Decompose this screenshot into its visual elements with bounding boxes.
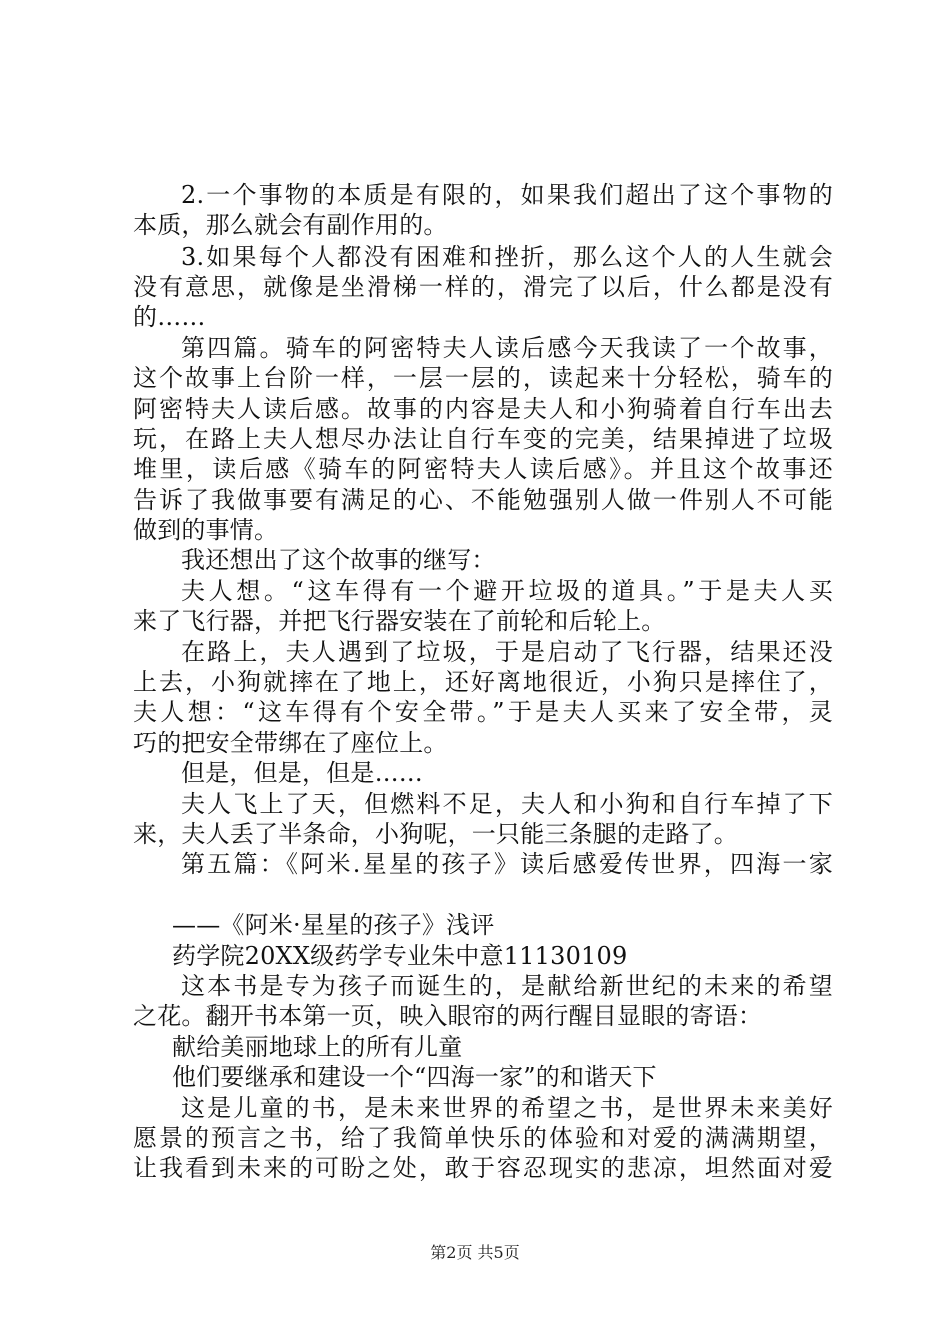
text-line: 这本书是专为孩子而诞生的，是献给新世纪的未来的希望 xyxy=(181,972,833,1000)
text-line: 夫人飞上了天，但燃料不足，夫人和小狗和自行车掉了下 xyxy=(181,790,833,818)
text-line: ——《阿米·星星的孩子》浅评 xyxy=(172,911,495,939)
text-line: 做到的事情。 xyxy=(133,516,279,544)
text-line: 阿密特夫人读后感。故事的内容是夫人和小狗骑着自行车出去 xyxy=(133,395,833,423)
text-line: 玩，在路上夫人想尽办法让自行车变的完美，结果掉进了垃圾 xyxy=(133,425,833,453)
text-line: 但是，但是，但是…… xyxy=(181,759,423,787)
text-line: 药学院20XX级药学专业朱中意11130109 xyxy=(172,942,628,970)
text-line: 堆里，读后感《骑车的阿密特夫人读后感》。并且这个故事还 xyxy=(133,455,833,483)
text-line: 夫人想：“这车得有个安全带。”于是夫人买来了安全带，灵 xyxy=(133,698,833,726)
text-line: 我还想出了这个故事的继写： xyxy=(181,546,496,574)
text-line: 献给美丽地球上的所有儿童 xyxy=(172,1033,463,1061)
text-line: 这个故事上台阶一样，一层一层的，读起来十分轻松，骑车的 xyxy=(133,364,833,392)
text-line: 让我看到未来的可盼之处，敢于容忍现实的悲凉，坦然面对爱 xyxy=(133,1154,833,1182)
text-line: 告诉了我做事要有满足的心、不能勉强别人做一件别人不可能 xyxy=(133,486,833,514)
text-line: 的…… xyxy=(133,303,206,331)
text-line: 没有意思，就像是坐滑梯一样的，滑完了以后，什么都是没有 xyxy=(133,273,833,301)
text-line: 第五篇：《阿米.星星的孩子》读后感爱传世界，四海一家 xyxy=(181,850,833,878)
text-line: 2.一个事物的本质是有限的，如果我们超出了这个事物的 xyxy=(181,181,833,209)
text-line: 来，夫人丢了半条命，小狗呢，一只能三条腿的走路了。 xyxy=(133,820,738,848)
text-line: 3.如果每个人都没有困难和挫折，那么这个人的人生就会 xyxy=(181,243,833,271)
text-line: 他们要继承和建设一个“四海一家”的和谐天下 xyxy=(172,1063,657,1091)
text-line: 在路上，夫人遇到了垃圾，于是启动了飞行器，结果还没 xyxy=(181,638,833,666)
text-line: 本质，那么就会有副作用的。 xyxy=(133,211,448,239)
text-line: 巧的把安全带绑在了座位上。 xyxy=(133,729,448,757)
text-line: 来了飞行器，并把飞行器安装在了前轮和后轮上。 xyxy=(133,607,666,635)
text-line: 愿景的预言之书，给了我简单快乐的体验和对爱的满满期望， xyxy=(133,1124,833,1152)
text-line: 之花。翻开书本第一页，映入眼帘的两行醒目显眼的寄语： xyxy=(133,1002,763,1030)
text-line: 第四篇。骑车的阿密特夫人读后感今天我读了一个故事， xyxy=(181,334,833,362)
text-line: 夫人想。“这车得有一个避开垃圾的道具。”于是夫人买 xyxy=(181,577,833,605)
page-footer: 第2页 共5页 xyxy=(430,1243,520,1262)
text-line: 上去，小狗就摔在了地上，还好离地很近，小狗只是摔住了， xyxy=(133,668,833,696)
text-line: 这是儿童的书，是未来世界的希望之书，是世界未来美好 xyxy=(181,1094,833,1122)
